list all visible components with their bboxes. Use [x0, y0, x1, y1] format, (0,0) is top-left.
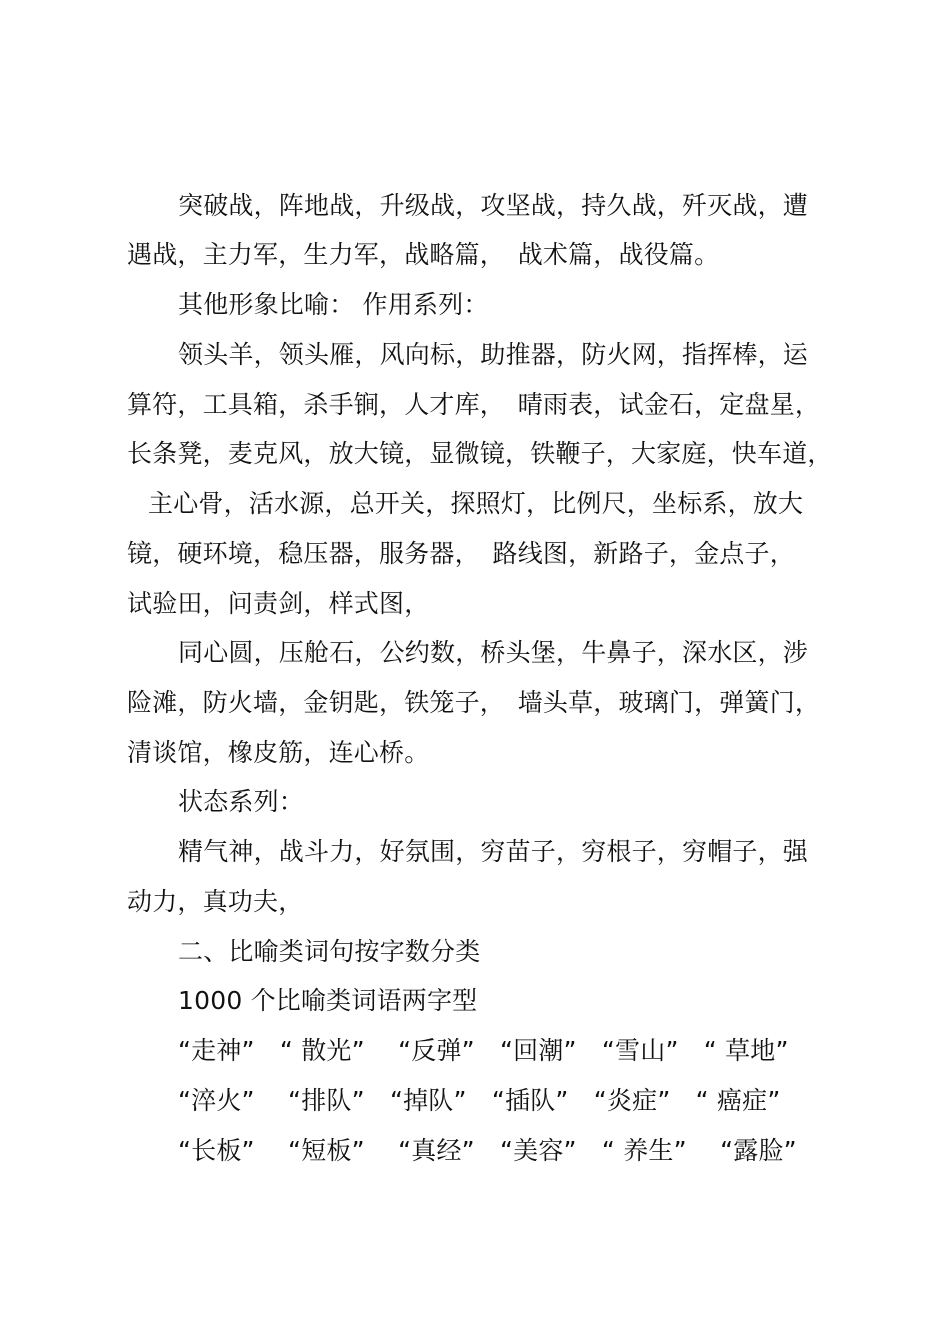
text-line-2: 遇战，主力军，生力军，战略篇， 战术篇，战役篇。	[127, 240, 720, 269]
text-line-5: 算符，工具箱，杀手锏，人才库， 晴雨表，试金石，定盘星，	[127, 390, 821, 419]
text-line-1: 突破战，阵地战，升级战，攻坚战，持久战，歼灭战，遭	[178, 191, 809, 220]
text-line-8: 镜，硬环境，稳压器，服务器， 路线图，新路子，金点子，	[127, 539, 795, 568]
text-line-7: 主心骨，活水源，总开关，探照灯，比例尺，坐标系，放大	[148, 489, 804, 518]
text-line-16: 二、比喻类词句按字数分类	[178, 937, 481, 966]
text-line-6: 长条凳，麦克风，放大镜，显微镜，铁鞭子，大家庭，快车道，	[127, 439, 833, 468]
text-line-9: 试验田，问责剑，样式图，	[127, 589, 430, 618]
text-line-12: 清谈馆，橡皮筋，连心桥。	[127, 738, 430, 767]
text-line-14: 精气神，战斗力，好氛围，穷苗子，穷根子，穷帽子，强	[178, 837, 809, 866]
text-line-4: 领头羊，领头雁，风向标，助推器，防火网，指挥棒，运	[178, 340, 809, 369]
text-line-20: “长板” “短板” “真经” “美容” “ 养生” “露脸”	[178, 1136, 797, 1165]
text-line-17: 1000 个比喻类词语两字型	[178, 986, 478, 1015]
text-line-15: 动力，真功夫，	[127, 887, 304, 916]
text-line-3: 其他形象比喻： 作用系列：	[178, 290, 489, 319]
text-line-11: 险滩，防火墙，金钥匙，铁笼子， 墙头草，玻璃门，弹簧门，	[127, 688, 821, 717]
text-line-13: 状态系列：	[178, 787, 305, 816]
text-line-10: 同心圆，压舱石，公约数，桥头堡，牛鼻子，深水区，涉	[178, 638, 809, 667]
text-line-19: “淬火” “排队” “掉队” “插队” “炎症” “ 癌症”	[178, 1086, 781, 1115]
text-line-18: “走神” “ 散光” “反弹” “回潮” “雪山” “ 草地”	[178, 1036, 789, 1065]
